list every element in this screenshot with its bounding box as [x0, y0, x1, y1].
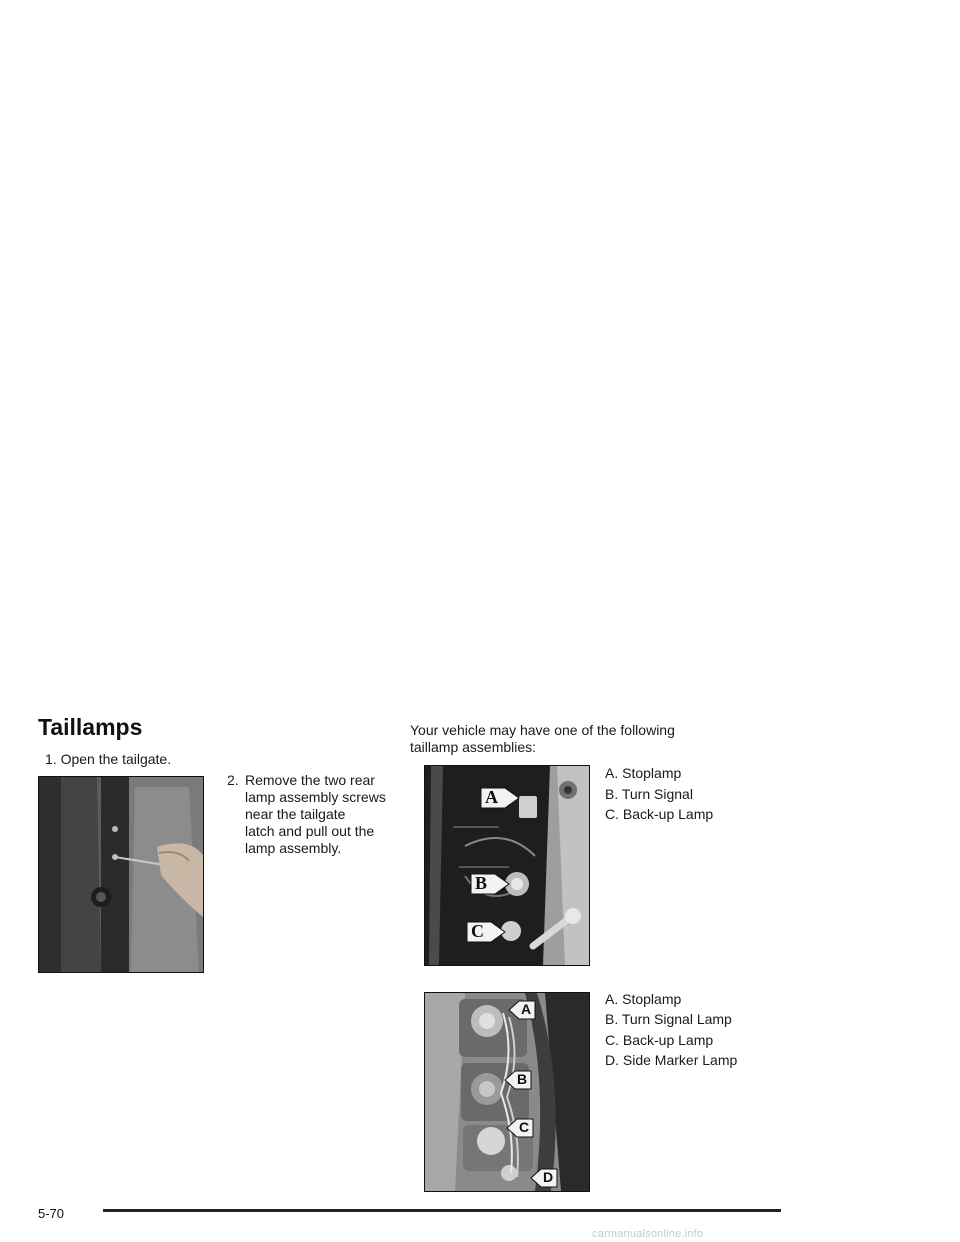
step-2-line: lamp assembly screws [245, 789, 386, 805]
section-title: Taillamps [38, 714, 143, 740]
callout-c-label: C [471, 921, 484, 941]
step-2-line: lamp assembly. [245, 840, 342, 856]
assembly-2-legend-d: D. Side Marker Lamp [605, 1052, 738, 1068]
assembly-1-legend-a: A. Stoplamp [605, 765, 682, 781]
callout-c-label: C [519, 1119, 530, 1135]
callout-b [503, 1069, 533, 1091]
callout-d [529, 1167, 559, 1189]
callout-d-label: D [543, 1169, 554, 1185]
callout-b [469, 872, 511, 896]
callout-c [505, 1117, 535, 1139]
step-1-number: 1. [45, 751, 57, 767]
callout-c [465, 920, 507, 944]
intro-line: Your vehicle may have one of the following [410, 722, 675, 738]
assembly-2-legend-a: A. Stoplamp [605, 991, 682, 1007]
step-2-text [245, 772, 395, 857]
callout-a-label: A [521, 1001, 532, 1017]
assembly-2-legend-b: B. Turn Signal Lamp [605, 1011, 732, 1027]
assembly-1-legend-c: C. Back-up Lamp [605, 806, 714, 822]
watermark: carmanualsonline.info [592, 1228, 704, 1240]
footer-rule [103, 1209, 781, 1212]
callout-a [479, 786, 521, 810]
tailgate-screw-photo [38, 776, 204, 973]
callout-a [507, 999, 537, 1021]
step-2-line: near the tailgate [245, 806, 346, 822]
step-2-line: Remove the two rear [245, 772, 375, 788]
taillamp-assembly-1-photo [424, 765, 590, 966]
taillamp-assembly-2-photo [424, 992, 590, 1192]
page-number: 5-70 [38, 1206, 65, 1221]
intro-line: taillamp assemblies: [410, 739, 537, 755]
step-2-line: latch and pull out the [245, 823, 375, 839]
callout-a-label: A [485, 787, 498, 807]
step-2-number: 2. [227, 772, 239, 788]
assembly-2-legend-c: C. Back-up Lamp [605, 1032, 714, 1048]
assembly-1-legend-b: B. Turn Signal [605, 786, 693, 802]
callout-b-label: B [517, 1071, 528, 1087]
assemblies-intro [410, 722, 720, 756]
step-1 [45, 751, 171, 768]
step-1-text: Open the tailgate. [60, 751, 172, 767]
callout-b-label: B [475, 873, 488, 893]
